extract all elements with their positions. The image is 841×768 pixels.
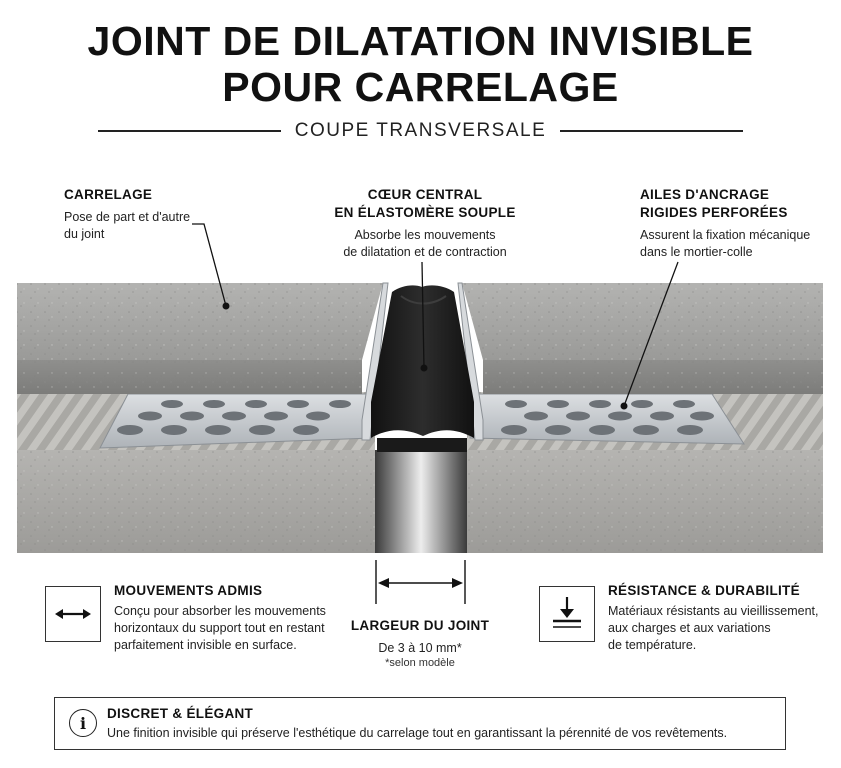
tile-left xyxy=(17,283,383,394)
page-title xyxy=(0,18,841,110)
tile-right xyxy=(462,283,823,394)
joint-gap xyxy=(375,450,467,553)
anchoring-wing-right xyxy=(470,394,744,444)
callout-tile xyxy=(64,186,224,243)
feature-movement-heading: MOUVEMENTS ADMIS xyxy=(114,583,263,598)
callout-wings-desc xyxy=(640,227,830,261)
callout-wings-desc-2: dans le mortier-colle xyxy=(640,245,753,259)
callout-tile-desc xyxy=(64,209,224,243)
callout-wings-heading-1: AILES D'ANCRAGE xyxy=(640,187,770,202)
title-line-1: JOINT DE DILATATION INVISIBLE xyxy=(87,18,754,64)
substrate xyxy=(17,450,823,553)
callout-wings-heading-2: RIGIDES PERFORÉES xyxy=(640,205,788,220)
info-text: Une finition invisible qui préserve l'esthétique du carrelage tout en garantissant la pérennité de vos revêtements. xyxy=(107,726,728,740)
feature-durability-desc xyxy=(608,603,828,654)
feature-durability-desc-3: de température. xyxy=(608,638,697,652)
title-line-2: POUR CARRELAGE xyxy=(222,64,619,110)
pressure-load-icon xyxy=(539,586,595,642)
feature-movement-desc-1: Conçu pour absorber les mouvements xyxy=(114,604,326,618)
callout-core xyxy=(320,186,530,261)
callout-core-heading xyxy=(320,186,530,222)
feature-movement-desc-3: parfaitement invisible en surface. xyxy=(114,638,297,652)
subtitle-rule-right xyxy=(560,130,743,132)
elastomer-core xyxy=(371,285,474,452)
info-heading: DISCRET & ÉLÉGANT xyxy=(107,706,254,721)
feature-durability-heading: RÉSISTANCE & DURABILITÉ xyxy=(608,583,800,598)
callout-core-desc-2: de dilatation et de contraction xyxy=(343,245,507,259)
callout-core-heading-1: CŒUR CENTRAL xyxy=(367,187,483,202)
callout-wings xyxy=(640,186,830,261)
feature-durability-desc-2: aux charges et aux variations xyxy=(608,621,771,635)
metal-profile xyxy=(362,283,483,440)
mortar-bed xyxy=(17,392,823,450)
feature-durability-desc-1: Matériaux résistants au vieillissement, xyxy=(608,604,819,618)
subtitle: COUPE TRANSVERSALE xyxy=(294,120,547,141)
joint-width xyxy=(330,618,510,669)
info-box xyxy=(54,697,786,750)
leader-dots xyxy=(223,303,628,410)
callout-core-desc xyxy=(320,227,530,261)
info-icon: i xyxy=(69,709,97,737)
joint-width-heading: LARGEUR DU JOINT xyxy=(350,618,490,633)
callout-tile-desc-2: du joint xyxy=(64,227,105,241)
callout-tile-heading: CARRELAGE xyxy=(64,187,153,202)
callout-core-desc-1: Absorbe les mouvements xyxy=(354,228,496,242)
subtitle-row xyxy=(98,118,743,144)
callout-wings-heading xyxy=(640,186,830,222)
subtitle-rule-left xyxy=(98,130,281,132)
anchoring-wing-left xyxy=(100,394,372,448)
double-arrow-icon xyxy=(45,586,101,642)
feature-movement-desc-2: horizontaux du support tout en restant xyxy=(114,621,325,635)
joint-width-value: De 3 à 10 mm* xyxy=(378,641,462,655)
callout-core-heading-2: EN ÉLASTOMÈRE SOUPLE xyxy=(334,205,516,220)
callout-tile-desc-1: Pose de part et d'autre xyxy=(64,210,191,224)
joint-width-dimension xyxy=(376,560,465,604)
callout-wings-desc-1: Assurent la fixation mécanique xyxy=(640,228,811,242)
joint-width-note: *selon modèle xyxy=(385,657,455,669)
feature-movement-desc xyxy=(114,603,344,654)
